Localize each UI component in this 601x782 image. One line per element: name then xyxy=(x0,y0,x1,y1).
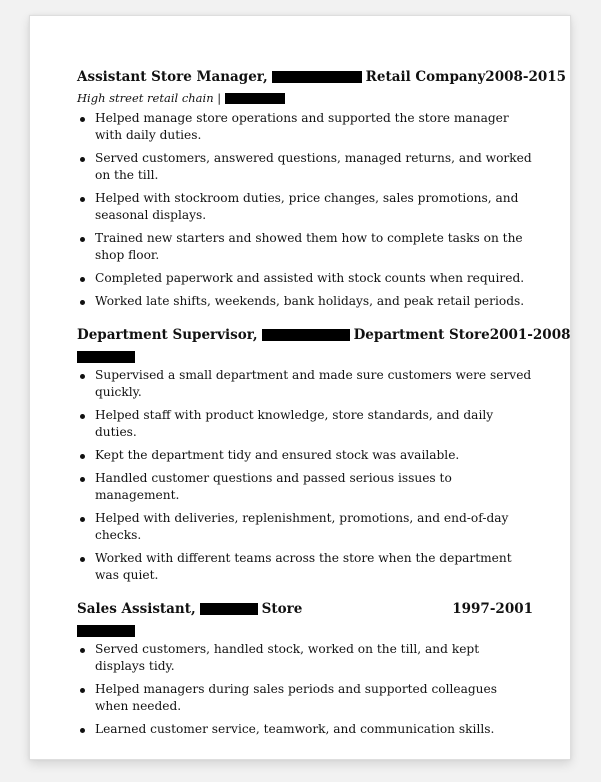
job-entry xyxy=(77,600,533,738)
job-title-line xyxy=(77,326,490,344)
job-header xyxy=(77,68,567,86)
job-subtitle-line xyxy=(77,90,533,106)
company-description: High street retail chain | xyxy=(77,91,222,105)
bullet-item: Learned customer service, teamwork, and communication skills. xyxy=(77,721,533,738)
job-title-line xyxy=(77,68,485,86)
resume-page xyxy=(29,15,571,760)
bullet-item: Handled customer questions and passed serious issues to management. xyxy=(77,470,533,504)
company-name: Retail Company xyxy=(365,69,486,85)
bullet-item: Helped managers during sales periods and supported colleagues when needed. xyxy=(77,681,533,715)
job-title-line xyxy=(77,600,302,618)
bullet-item: Helped with stockroom duties, price changes, sales promotions, and seasonal displays. xyxy=(77,190,533,224)
company-name: Store xyxy=(261,601,303,617)
job-entry xyxy=(77,68,567,310)
company-name: Department Store xyxy=(353,327,490,343)
job-bullets xyxy=(77,367,533,584)
job-entry xyxy=(77,326,571,584)
redaction-block xyxy=(77,351,135,363)
bullet-item: Supervised a small department and made sure customers were served quickly. xyxy=(77,367,533,401)
job-years: 2008-2015 xyxy=(485,69,567,85)
bullet-item: Served customers, handled stock, worked on the till, and kept displays tidy. xyxy=(77,641,533,675)
bullet-item: Worked late shifts, weekends, bank holidays, and peak retail periods. xyxy=(77,293,533,310)
redaction-block xyxy=(225,93,285,104)
work-experience-section xyxy=(77,68,571,754)
job-title: Assistant Store Manager, xyxy=(77,69,268,85)
job-title: Department Supervisor, xyxy=(77,327,258,343)
job-header xyxy=(77,326,571,344)
job-bullets xyxy=(77,641,533,738)
redaction-block xyxy=(77,625,135,637)
bullet-item: Worked with different teams across the store when the department was quiet. xyxy=(77,550,533,584)
job-years: 2001-2008 xyxy=(489,327,571,343)
redaction-block xyxy=(272,71,362,83)
bullet-item: Completed paperwork and assisted with stock counts when required. xyxy=(77,270,533,287)
bullet-item: Helped with deliveries, replenishment, promotions, and end-of-day checks. xyxy=(77,510,533,544)
job-bullets xyxy=(77,110,533,310)
job-years: 1997-2001 xyxy=(452,601,533,617)
job-title: Sales Assistant, xyxy=(77,601,196,617)
job-header xyxy=(77,600,533,618)
bullet-item: Helped staff with product knowledge, store standards, and daily duties. xyxy=(77,407,533,441)
bullet-item: Served customers, answered questions, managed returns, and worked on the till. xyxy=(77,150,533,184)
bullet-item: Helped manage store operations and supported the store manager with daily duties. xyxy=(77,110,533,144)
bullet-item: Kept the department tidy and ensured stock was available. xyxy=(77,447,533,464)
bullet-item: Trained new starters and showed them how to complete tasks on the shop floor. xyxy=(77,230,533,264)
redaction-block xyxy=(262,329,350,341)
redaction-block xyxy=(200,603,258,615)
